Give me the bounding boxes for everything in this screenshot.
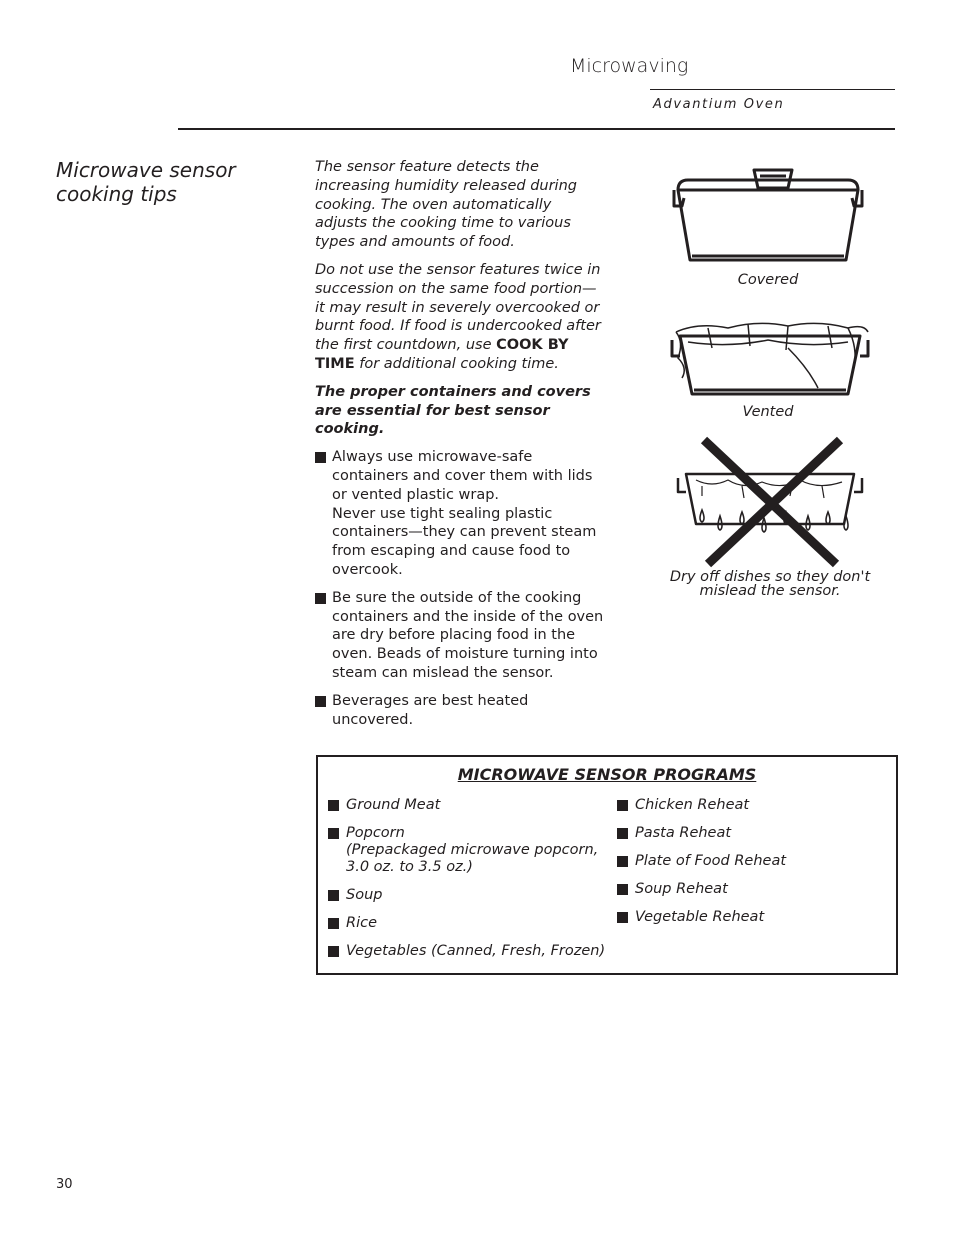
header-divider-main: [178, 128, 895, 130]
program-item: [328, 825, 613, 876]
program-label: Soup Reheat: [635, 881, 728, 897]
program-item: [617, 881, 887, 898]
bullet-item: [315, 589, 605, 683]
program-label: Popcorn: [346, 825, 405, 841]
intro-paragraph: The sensor feature detects the increasing humidity released during cooking. The oven automatically adjusts the cooking time to various types and amounts of food.: [315, 159, 577, 251]
section-title: Microwave sensor cooking tips: [56, 158, 236, 206]
bullet-square-icon: [617, 856, 628, 867]
sensor-programs-title: MICROWAVE SENSOR PROGRAMS: [457, 765, 757, 784]
program-label: Vegetables (Canned, Fresh, Frozen): [346, 943, 606, 959]
covered-dish-illustration: [668, 168, 868, 270]
warning-text-end: for additional cooking time.: [354, 355, 559, 372]
cook-by-time-label: COOK BY TIME: [315, 337, 569, 372]
program-label: Vegetable Reheat: [635, 909, 765, 925]
program-label: Chicken Reheat: [635, 797, 750, 813]
program-label: Pasta Reheat: [635, 825, 732, 841]
program-label: Rice: [346, 915, 377, 931]
bullet-square-icon: [328, 946, 339, 957]
program-item: [617, 797, 887, 814]
warning-text-start: Do not use the sensor features twice in succession on the same food portion—it may result in severely overcooked or burnt food. If food is undercooked after the first countdown, use: [315, 261, 601, 354]
bullet-text: Beverages are best heated uncovered.: [332, 692, 529, 728]
covered-caption: Covered: [737, 272, 799, 288]
bullet-square-icon: [315, 452, 326, 463]
body-text-column: [315, 158, 605, 738]
program-sublabel: (Prepackaged microwave popcorn, 3.0 oz. to 3.5 oz.): [346, 842, 599, 875]
bullet-item: [315, 448, 605, 580]
bullet-square-icon: [617, 884, 628, 895]
bullet-square-icon: [617, 912, 628, 923]
bullet-item: [315, 692, 605, 730]
cross-out-icon: [704, 440, 840, 564]
bullet-square-icon: [617, 800, 628, 811]
program-item: [328, 915, 613, 932]
program-label: Plate of Food Reheat: [635, 853, 787, 869]
bullet-square-icon: [315, 593, 326, 604]
program-label: Ground Meat: [346, 797, 441, 813]
program-item: [328, 797, 613, 814]
header-subtitle: Advantium Oven: [653, 97, 785, 112]
programs-left-column: [328, 797, 613, 971]
vented-dish-illustration: [668, 318, 873, 400]
bullet-square-icon: [617, 828, 628, 839]
vented-caption: Vented: [742, 404, 794, 420]
programs-right-column: [617, 797, 887, 937]
program-item: [617, 825, 887, 842]
header-title: Microwaving: [570, 55, 689, 77]
program-label: Soup: [346, 887, 383, 903]
bullet-text-continued: Never use tight sealing plastic containers—they can prevent steam from escaping and cause food to overcook.: [332, 505, 597, 578]
program-item: [617, 853, 887, 870]
wet-dish-crossed-illustration: [672, 436, 868, 568]
bullet-square-icon: [328, 918, 339, 929]
bullet-square-icon: [315, 696, 326, 707]
dry-dishes-caption: Dry off dishes so they don't mislead the sensor.: [669, 569, 871, 599]
bullet-text: Be sure the outside of the cooking containers and the inside of the oven are dry before placing food in the oven. Beads of moisture turning into steam can mislead the sensor.: [332, 589, 604, 681]
header-divider-short: [650, 89, 895, 90]
program-item: [328, 887, 613, 904]
sensor-programs-box: [316, 755, 898, 975]
page-number: 30: [56, 1177, 73, 1192]
program-item: [328, 943, 613, 960]
moisture-drops-icon: [700, 510, 848, 532]
bullet-square-icon: [328, 828, 339, 839]
bullet-square-icon: [328, 890, 339, 901]
bullet-text: Always use microwave-safe containers and cover them with lids or vented plastic wrap.: [332, 449, 593, 503]
warning-paragraph: [315, 261, 605, 374]
containers-heading: The proper containers and covers are essential for best sensor cooking.: [315, 383, 591, 438]
bullet-square-icon: [328, 800, 339, 811]
program-item: [617, 909, 887, 926]
